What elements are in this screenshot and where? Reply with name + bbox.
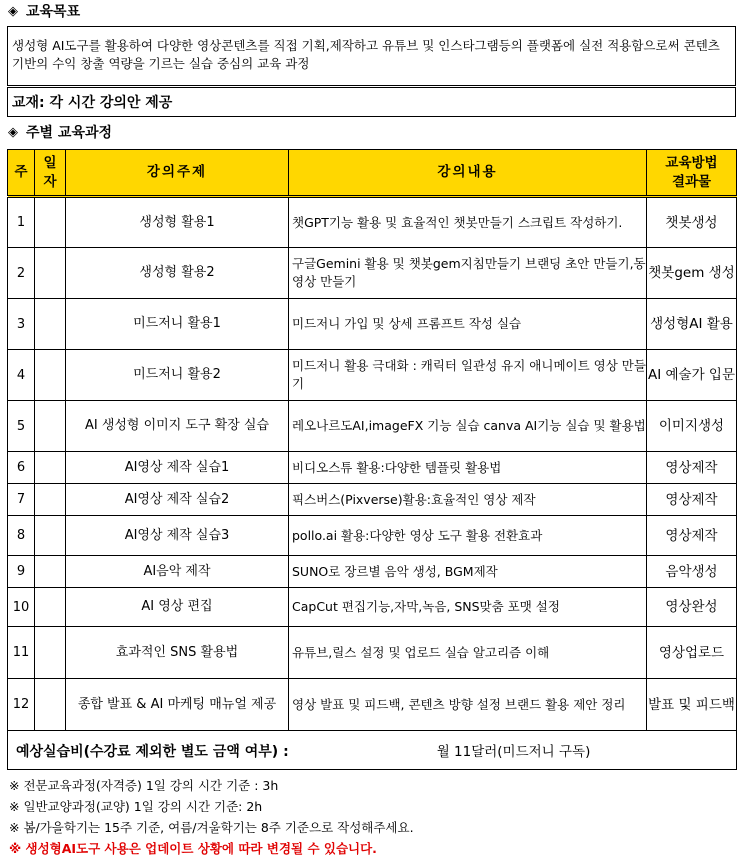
weekly-title: 주별 교육과정 — [26, 125, 113, 141]
content-cell: 구글Gemini 활용 및 챗봇gem지침만들기 브랜딩 초안 만들기,동영상 만들기 — [289, 248, 647, 299]
topic-cell: 생성형 활용1 — [66, 197, 289, 248]
result-cell: 영상제작 — [647, 516, 737, 556]
topic-cell: 미드저니 활용2 — [66, 350, 289, 401]
header-content: 강의내용 — [289, 150, 647, 197]
day-cell — [35, 627, 66, 679]
day-cell — [35, 588, 66, 627]
week-cell: 1 — [8, 197, 35, 248]
week-cell: 8 — [8, 516, 35, 556]
topic-cell: AI 영상 편집 — [66, 588, 289, 627]
diamond-bullet-icon: ◈ — [8, 124, 18, 140]
day-cell — [35, 299, 66, 350]
content-cell: CapCut 편집기능,자막,녹음, SNS맞춤 포맷 설정 — [289, 588, 647, 627]
topic-cell: 효과적인 SNS 활용법 — [66, 627, 289, 679]
week-cell: 9 — [8, 556, 35, 588]
goal-text: 생성형 AI도구를 활용하여 다양한 영상콘텐츠를 직접 기획,제작하고 유튜브 및 인스타그램등의 플랫폼에 실전 적용함으로써 콘텐츠 기반의 수익 창출 역량을 기르는 실습 중심의 교육 과정 — [7, 26, 736, 86]
result-cell: 영상제작 — [647, 452, 737, 484]
day-cell — [35, 350, 66, 401]
topic-cell: AI영상 제작 실습3 — [66, 516, 289, 556]
table-row — [8, 299, 737, 350]
note-item: ※ 봄/가을학기는 15주 기준, 여름/겨울학기는 8주 기준으로 작성해주세요. — [9, 820, 414, 835]
content-cell: 챗GPT기능 활용 및 효율적인 챗봇만들기 스크립트 작성하기. — [289, 197, 647, 248]
content-cell: 비디오스튜 활용:다양한 템플릿 활용법 — [289, 452, 647, 484]
table-row — [8, 197, 737, 248]
note-item: ※ 전문교육과정(자격증) 1일 강의 시간 기준 : 3h — [9, 778, 279, 793]
goal-title: 교육목표 — [26, 4, 81, 20]
day-cell — [35, 452, 66, 484]
content-cell: pollo.ai 활용:다양한 영상 도구 활용 전환효과 — [289, 516, 647, 556]
result-cell: 음악생성 — [647, 556, 737, 588]
table-row — [8, 248, 737, 299]
table-row — [8, 556, 737, 588]
result-cell: 챗봇생성 — [647, 197, 737, 248]
content-cell: 유튜브,릴스 설정 및 업로드 실습 알고리즘 이해 — [289, 627, 647, 679]
cost-value: 월 11달러(미드저니 구독) — [436, 743, 591, 760]
content-cell: 픽스버스(Pixverse)활용:효율적인 영상 제작 — [289, 484, 647, 516]
diamond-bullet-icon: ◈ — [8, 3, 18, 19]
week-cell: 10 — [8, 588, 35, 627]
content-cell: 미드저니 활용 극대화 : 캐릭터 일관성 유지 애니메이트 영상 만들기 — [289, 350, 647, 401]
cost-label: 예상실습비(수강료 제외한 별도 금액 여부) : — [16, 743, 289, 760]
day-cell — [35, 516, 66, 556]
result-cell: AI 예술가 입문 — [647, 350, 737, 401]
table-row — [8, 452, 737, 484]
result-cell: 발표 및 피드백 — [647, 679, 737, 731]
table-row — [8, 588, 737, 627]
week-cell: 7 — [8, 484, 35, 516]
content-cell: SUNO로 장르별 음악 생성, BGM제작 — [289, 556, 647, 588]
goal-section-title — [0, 0, 80, 22]
day-cell — [35, 679, 66, 731]
topic-cell: AI 생성형 이미지 도구 확장 실습 — [66, 401, 289, 452]
result-cell: 생성형AI 활용 — [647, 299, 737, 350]
day-cell — [35, 248, 66, 299]
notes — [9, 775, 414, 859]
topic-cell: 종합 발표 & AI 마케팅 매뉴얼 제공 — [66, 679, 289, 731]
weekly-section-title — [0, 121, 112, 143]
result-cell: 영상완성 — [647, 588, 737, 627]
table-row — [8, 679, 737, 731]
topic-cell: AI영상 제작 실습2 — [66, 484, 289, 516]
warning-note: ※ 생성형AI도구 사용은 업데이트 상황에 따라 변경될 수 있습니다. — [9, 841, 377, 856]
week-cell: 6 — [8, 452, 35, 484]
table-row — [8, 484, 737, 516]
curriculum-table — [7, 149, 737, 770]
table-row — [8, 516, 737, 556]
result-cell: 영상업로드 — [647, 627, 737, 679]
header-day — [35, 150, 66, 197]
week-cell: 4 — [8, 350, 35, 401]
header-week: 주 — [8, 150, 35, 197]
day-cell — [35, 401, 66, 452]
day-cell — [35, 556, 66, 588]
materials-text: 교재: 각 시간 강의안 제공 — [7, 87, 736, 117]
header-topic: 강의주제 — [66, 150, 289, 197]
topic-cell: AI음악 제작 — [66, 556, 289, 588]
header-day-text: 일자 — [43, 154, 57, 190]
result-cell: 챗봇gem 생성 — [647, 248, 737, 299]
topic-cell: 생성형 활용2 — [66, 248, 289, 299]
week-cell: 2 — [8, 248, 35, 299]
table-row — [8, 350, 737, 401]
week-cell: 12 — [8, 679, 35, 731]
cost-cell — [8, 731, 737, 770]
header-result — [647, 150, 737, 197]
content-cell: 미드저니 가입 및 상세 프롬프트 작성 실습 — [289, 299, 647, 350]
day-cell — [35, 484, 66, 516]
note-item: ※ 일반교양과정(교양) 1일 강의 시간 기준: 2h — [9, 799, 263, 814]
day-cell — [35, 197, 66, 248]
table-row — [8, 627, 737, 679]
week-cell: 5 — [8, 401, 35, 452]
content-cell: 레오나르도AI,imageFX 기능 실습 canva AI기능 실습 및 활용법 — [289, 401, 647, 452]
content-cell: 영상 발표 및 피드백, 콘텐츠 방향 설정 브랜드 활용 제안 정리 — [289, 679, 647, 731]
week-cell: 3 — [8, 299, 35, 350]
header-result-text: 교육방법 결과물 — [665, 154, 718, 190]
result-cell: 영상제작 — [647, 484, 737, 516]
result-cell: 이미지생성 — [647, 401, 737, 452]
topic-cell: AI영상 제작 실습1 — [66, 452, 289, 484]
topic-cell: 미드저니 활용1 — [66, 299, 289, 350]
table-row — [8, 401, 737, 452]
week-cell: 11 — [8, 627, 35, 679]
